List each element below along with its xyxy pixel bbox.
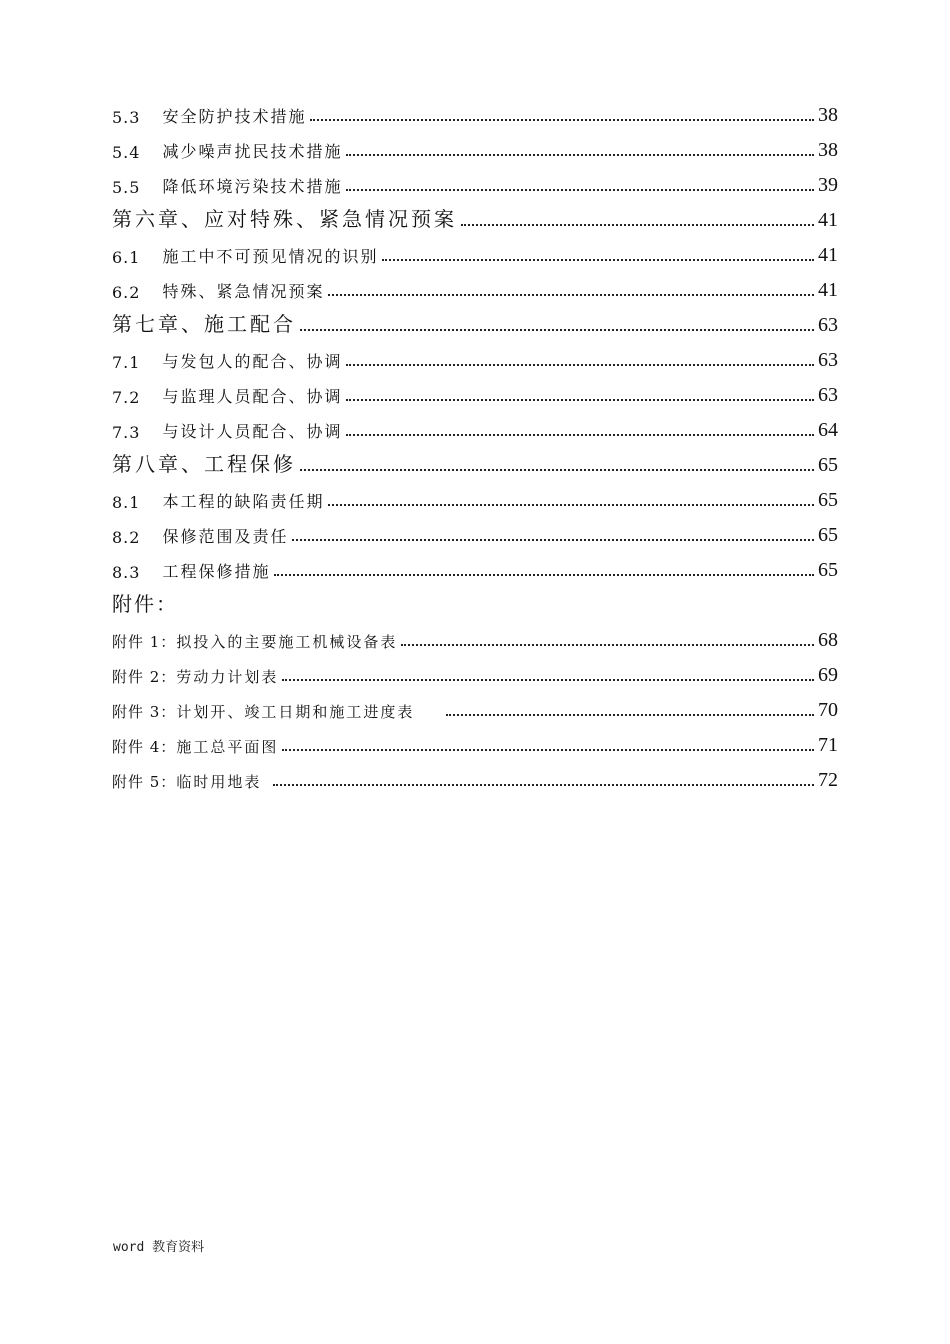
dot-leader <box>346 189 814 191</box>
appendix-number: 附件 5： <box>112 773 177 791</box>
dot-leader <box>282 749 814 751</box>
toc-chapter-7[interactable] <box>112 302 838 337</box>
dot-leader <box>401 644 814 646</box>
section-title: 与发包人的配合、协调 <box>162 352 343 371</box>
section-number: 7.3 <box>112 423 141 442</box>
dot-leader <box>300 329 814 331</box>
dot-leader <box>282 679 814 681</box>
toc-entry-7-1[interactable] <box>112 337 838 372</box>
page-number: 63 <box>818 314 838 336</box>
appendix-number: 附件 2： <box>112 668 177 686</box>
toc-entry-8-3[interactable] <box>112 547 838 582</box>
dot-leader <box>346 399 814 401</box>
section-number: 8.3 <box>112 563 141 582</box>
toc-entry-7-2[interactable] <box>112 372 838 407</box>
toc-entry-7-3[interactable] <box>112 407 838 442</box>
dot-leader <box>273 784 814 786</box>
appendix-number: 附件 3： <box>112 703 177 721</box>
appendix-number: 附件 1： <box>112 633 177 651</box>
appendix-title: 临时用地表 <box>176 773 262 791</box>
toc-chapter-6[interactable] <box>112 197 838 232</box>
toc-appendix-4[interactable] <box>112 722 838 757</box>
section-title: 保修范围及责任 <box>162 527 289 546</box>
section-number: 8.1 <box>112 493 141 512</box>
section-number: 7.2 <box>112 388 141 407</box>
page-number: 41 <box>818 279 838 301</box>
appendix-title: 劳动力计划表 <box>176 668 279 686</box>
section-title: 本工程的缺陷责任期 <box>162 492 325 511</box>
toc-appendix-3[interactable] <box>112 687 838 722</box>
section-title: 与监理人员配合、协调 <box>162 387 343 406</box>
dot-leader <box>328 294 814 296</box>
section-number: 5.4 <box>112 143 141 162</box>
toc-appendix-2[interactable] <box>112 652 838 687</box>
section-number: 6.2 <box>112 283 141 302</box>
dot-leader <box>274 574 814 576</box>
toc-entry-8-1[interactable] <box>112 477 838 512</box>
toc-entry-6-1[interactable] <box>112 232 838 267</box>
page-number: 63 <box>818 349 838 371</box>
dot-leader <box>446 714 814 716</box>
dot-leader <box>461 224 814 226</box>
appendix-title: 计划开、竣工日期和施工进度表 <box>176 703 415 721</box>
section-title: 施工中不可预见情况的识别 <box>162 247 379 266</box>
section-number: 5.5 <box>112 178 141 197</box>
toc-entry-6-2[interactable] <box>112 267 838 302</box>
dot-leader <box>346 364 814 366</box>
page-number: 65 <box>818 524 838 546</box>
page-number: 65 <box>818 454 838 476</box>
page-number: 70 <box>818 699 838 721</box>
dot-leader <box>300 469 814 471</box>
section-title: 工程保修措施 <box>162 562 271 581</box>
appendix-title: 施工总平面图 <box>176 738 279 756</box>
page-number: 68 <box>818 629 838 651</box>
section-title: 与设计人员配合、协调 <box>162 422 343 441</box>
toc-appendix-5[interactable] <box>112 757 838 792</box>
section-number: 6.1 <box>112 248 141 267</box>
dot-leader <box>310 119 814 121</box>
page-number: 64 <box>818 419 838 441</box>
dot-leader <box>346 154 814 156</box>
table-of-contents <box>112 92 838 792</box>
chapter-title: 第七章、施工配合 <box>112 312 296 336</box>
chapter-title: 第八章、工程保修 <box>112 452 296 476</box>
page-number: 71 <box>818 734 838 756</box>
page-number: 39 <box>818 174 838 196</box>
appendix-heading: 附件： <box>112 592 178 616</box>
toc-entry-5-3[interactable] <box>112 92 838 127</box>
section-title: 安全防护技术措施 <box>162 107 307 126</box>
dot-leader <box>346 434 814 436</box>
section-number: 8.2 <box>112 528 141 547</box>
dot-leader <box>328 504 814 506</box>
toc-entry-8-2[interactable] <box>112 512 838 547</box>
page-number: 65 <box>818 489 838 511</box>
section-number: 7.1 <box>112 353 141 372</box>
chapter-title: 第六章、应对特殊、紧急情况预案 <box>112 207 457 231</box>
dot-leader <box>292 539 814 541</box>
section-title: 特殊、紧急情况预案 <box>162 282 325 301</box>
page-number: 65 <box>818 559 838 581</box>
page-footer: word 教育资料 <box>113 1240 205 1255</box>
page-number: 41 <box>818 209 838 231</box>
page-number: 38 <box>818 139 838 161</box>
appendix-number: 附件 4： <box>112 738 177 756</box>
dot-leader <box>382 259 814 261</box>
toc-appendix-1[interactable] <box>112 617 838 652</box>
section-title: 减少噪声扰民技术措施 <box>162 142 343 161</box>
toc-chapter-8[interactable] <box>112 442 838 477</box>
toc-entry-5-5[interactable] <box>112 162 838 197</box>
page-number: 38 <box>818 104 838 126</box>
section-number: 5.3 <box>112 108 141 127</box>
page-number: 41 <box>818 244 838 266</box>
page-number: 63 <box>818 384 838 406</box>
section-title: 降低环境污染技术措施 <box>162 177 343 196</box>
appendix-title: 拟投入的主要施工机械设备表 <box>176 633 398 651</box>
page-number: 72 <box>818 769 838 791</box>
toc-entry-5-4[interactable] <box>112 127 838 162</box>
page-number: 69 <box>818 664 838 686</box>
